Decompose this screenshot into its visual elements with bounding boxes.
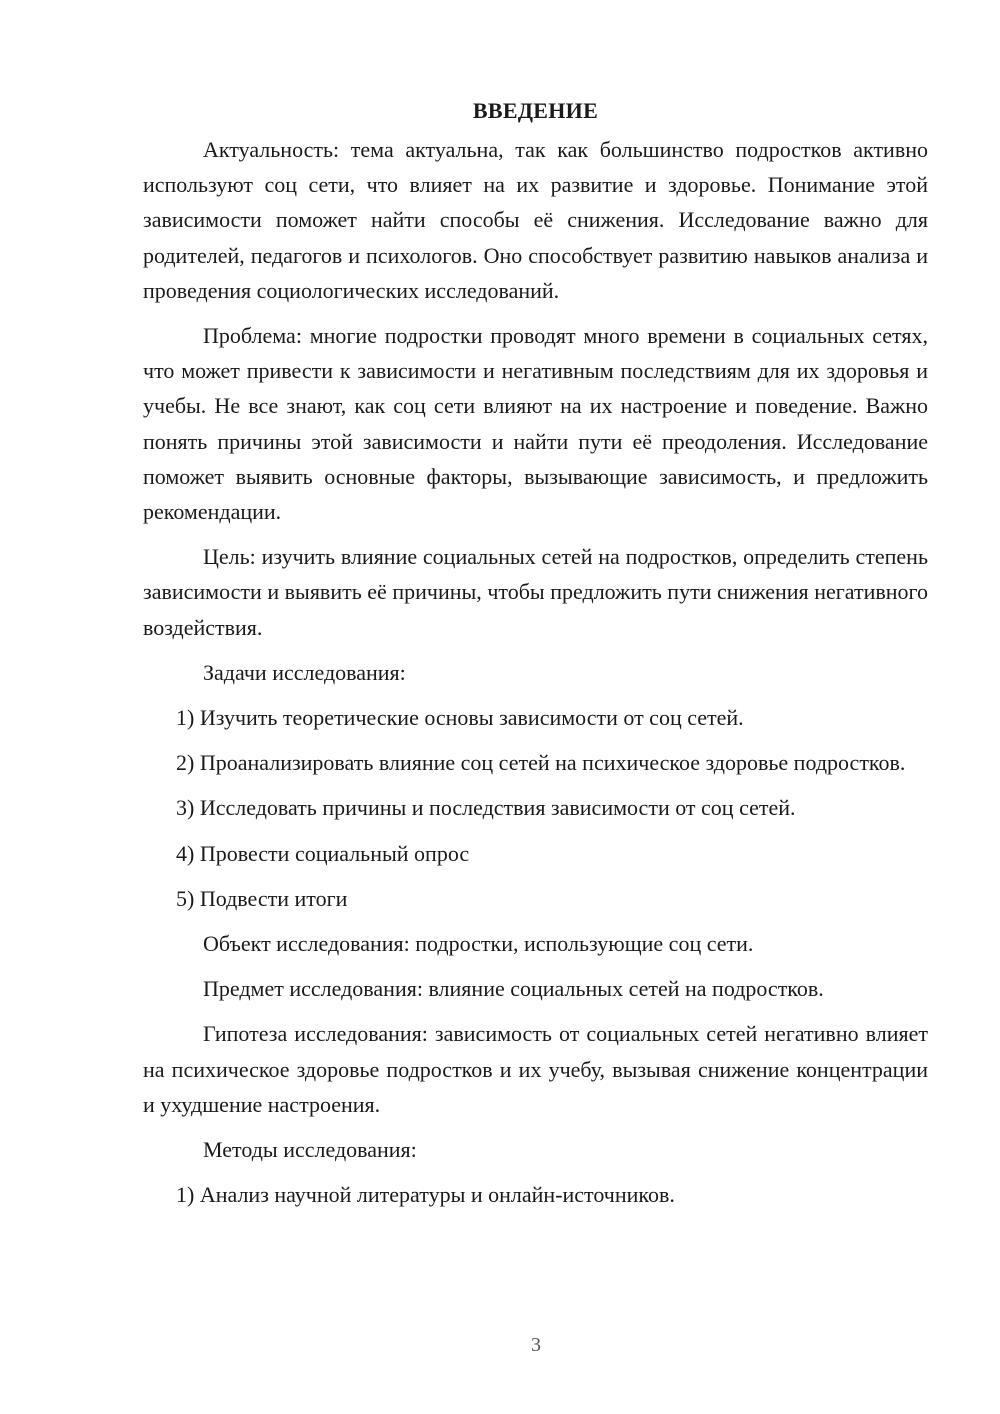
section-title: ВВЕДЕНИЕ xyxy=(472,98,599,123)
hypothesis-paragraph: Гипотеза исследования: зависимость от социальных сетей негативно влияет на психическое здоровье подростков и их учебу, вызывая снижение концентрации и ухудшение настроения. xyxy=(143,1021,928,1117)
goal-paragraph: Цель: изучить влияние социальных сетей на подростков, определить степень зависимости и выявить её причины, чтобы предложить пути снижения негативного воздействия. xyxy=(143,544,928,640)
task-item-5: 5) Подвести итоги xyxy=(176,885,348,911)
relevance-paragraph: Актуальность: тема актуальна, так как большинство подростков активно используют соц сети, что влияет на их развитие и здоровье. Понимание этой зависимости поможет найти способы её снижения. Исследование важно для родителей, педагогов и психологов. Оно способствует развитию навыков анализа и проведения социологических исследований. xyxy=(143,137,928,303)
task-item-3: 3) Исследовать причины и последствия зависимости от соц сетей. xyxy=(176,795,796,821)
tasks-heading: Задачи исследования: xyxy=(203,659,406,685)
problem-paragraph: Проблема: многие подростки проводят много времени в социальных сетях, что может привести к зависимости и негативным последствиям для их здоровья и учебы. Не все знают, как соц сети влияют на их настроение и поведение. Важно понять причины этой зависимости и найти пути её преодоления. Исследование поможет выявить основные факторы, вызывающие зависимость, и предложить рекомендации. xyxy=(143,323,928,525)
task-item-4: 4) Провести социальный опрос xyxy=(176,840,470,866)
task-item-1: 1) Изучить теоретические основы зависимости от соц сетей. xyxy=(176,705,744,731)
methods-heading: Методы исследования: xyxy=(203,1137,417,1163)
object-paragraph: Объект исследования: подростки, использующие соц сети. xyxy=(203,931,754,957)
page-number: 3 xyxy=(531,1334,541,1356)
subject-paragraph: Предмет исследования: влияние социальных сетей на подростков. xyxy=(203,976,824,1002)
task-item-2: 2) Проанализировать влияние соц сетей на психическое здоровье подростков. xyxy=(176,750,906,776)
method-item-1: 1) Анализ научной литературы и онлайн-источников. xyxy=(176,1182,675,1208)
page-content xyxy=(143,93,928,1222)
